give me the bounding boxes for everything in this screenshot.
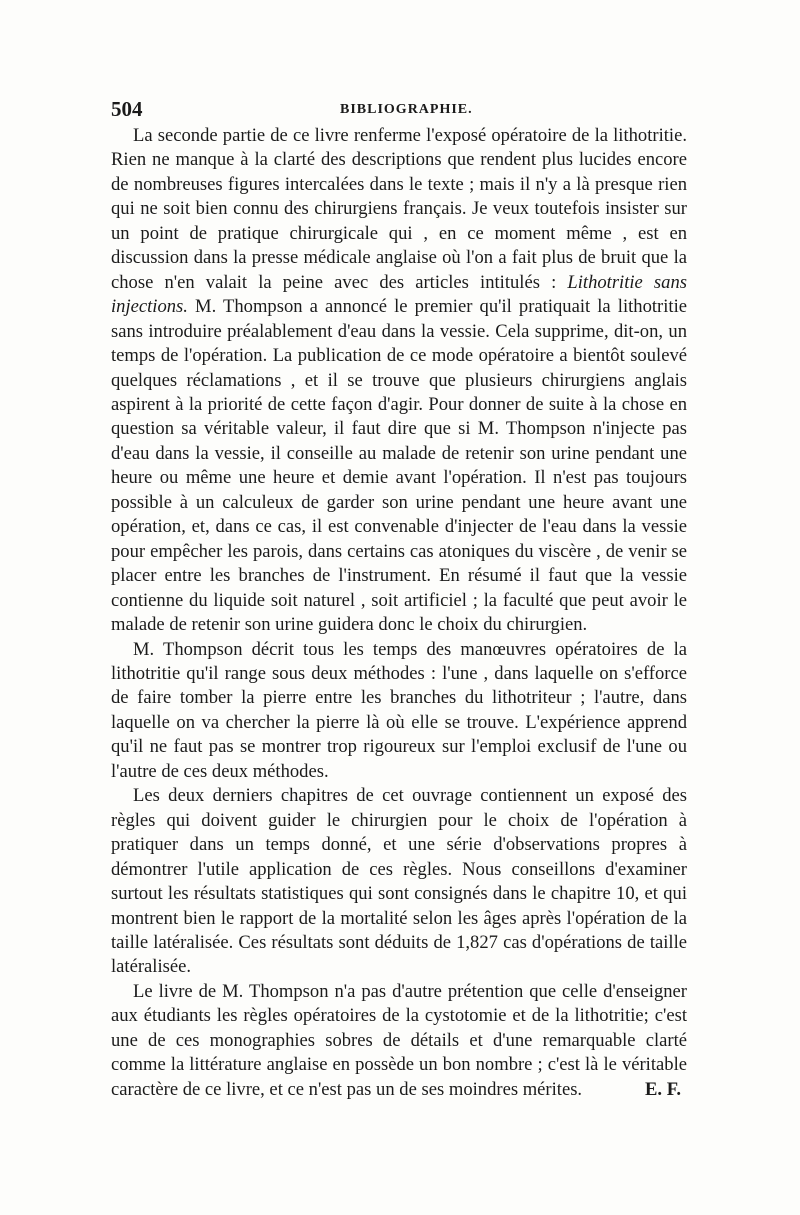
paragraph-text: M. Thompson a annoncé le premier qu'il pratiquait la lithotritie sans introduire préalablement d'eau dans la vessie. Cela supprime, dit-on, un temps de l'opération. La publication de ce mode opératoire a bientôt soulevé quelques réclamations , et il se trouve que plusieurs chirurgiens anglais aspirent à la priorité de cette façon d'agir. Pour donner de suite à la chose en question sa véritable valeur, il faut dire que si M. Thompson n'injecte pas d'eau dans la vessie, il conseille au malade de retenir son urine pendant une heure ou même une heure et demie avant l'opération. Il n'est pas toujours possible à un calculeux de garder son urine pendant une heure avant une opération, et, dans ce cas, il est convenable d'injecter de l'eau dans la vessie pour empêcher les parois, dans certains cas atoniques du viscère , de venir se placer entre les branches de l'instrument. En résumé il faut que la vessie contienne du liquide soit naturel , soit artificiel ; la faculté que peut avoir le malade de retenir son urine guidera donc le choix du chirurgien. [111,296,687,636]
page-header [111,97,687,123]
page-number: 504 [111,97,143,121]
paragraph-text: La seconde partie de ce livre renferme l'exposé opératoire de la lithotritie. Rien ne manque à la clarté des descriptions que rendent plus lucides encore de nombreuses figures intercalées dans le texte ; mais il n'y a là presque rien qui ne soit bien connu des chirurgiens français. Je veux toutefois insister sur un point de pratique chirurgicale qui , en ce moment même , est en discussion dans la presse médicale anglaise où l'on a fait plus de bruit que la chose n'en valait la peine avec des articles intitulés : [111,125,687,293]
signature: E. F. [645,1078,681,1100]
paragraph-chapters: Les deux derniers chapitres de cet ouvrage contiennent un exposé des règles qui doivent guider le chirurgien pour le choix de l'opération à pratiquer dans un temps donné, et une série d'observations propres à démontrer l'utile application de ces règles. Nous conseillons d'examiner surtout les résultats statistiques qui sont consignés dans le chapitre 10, et qui montrent bien le rapport de la mortalité selon les âges après l'opération de la taille latéralisée. Ces résultats sont déduits de 1,827 cas d'opérations de taille latéralisée. [111,785,687,978]
running-head: BIBLIOGRAPHIE. [340,102,473,117]
italic-title: Lithotritie sans injections. [111,271,688,318]
paragraph-methods: M. Thompson décrit tous les temps des manœuvres opératoires de la lithotritie qu'il range sous deux méthodes : l'une , dans laquelle on s'efforce de faire tomber la pierre entre les branches du lithotriteur ; l'autre, dans laquelle on va chercher la pierre là où elle se trouve. L'expérience apprend qu'il ne faut pas se montrer trop rigoureux sur l'emploi exclusif de l'une ou l'autre de ces deux méthodes. [111,638,687,782]
paragraph-lithotritie [111,124,687,638]
body-text [111,124,687,1102]
paragraph-conclusion [111,980,687,1102]
paragraph-text: Le livre de M. Thompson n'a pas d'autre prétention que celle d'enseigner aux étudiants les règles opératoires de la cystotomie et de la lithotritie; c'est une de ces monographies sobres de détails et d'une remarquable clarté comme la littérature anglaise en possède un bon nombre ; c'est là le véritable caractère de ce livre, et ce n'est pas un de ses moindres mérites. [111,980,687,1100]
